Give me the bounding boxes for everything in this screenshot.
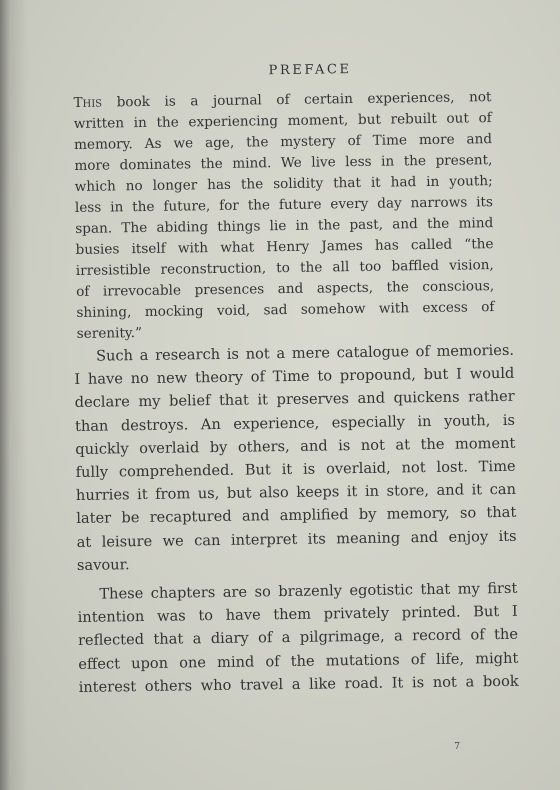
paragraph-1 (73, 87, 494, 345)
page-number: 7 (454, 742, 460, 752)
text-line: savour. (76, 556, 130, 574)
text-line: intention was to have them privately printed. But I (77, 603, 518, 627)
text-line: more dominates the mind. We live less in the present, (74, 152, 493, 174)
text-line: This book is a journal of certain experiences, not (73, 89, 492, 111)
text-line: written in the experiencing moment, but rebuilt out of (73, 110, 492, 132)
text-line: irresistible reconstruction, to the all too baffled vision, (75, 257, 494, 279)
text-line: busies itself with what Henry James has called “the (75, 236, 494, 258)
text-line: Such a research is not a mere catalogue of memories. (95, 341, 515, 365)
text-line: than destroys. An experience, especially in youth, is (74, 411, 516, 435)
text-line: later be recaptured and amplified by memory, so that (76, 504, 517, 528)
text-line: These chapters are so brazenly egotistic that my first (99, 579, 518, 603)
drop-word: This (73, 94, 103, 111)
page-heading: PREFACE (268, 62, 352, 79)
text-line: memory. As we age, the mystery of Time more and (73, 131, 493, 153)
text-line: declare my belief that it preserves and quickens rather (74, 388, 515, 412)
text-line: interest others who travel a like road. It is not a book (78, 672, 519, 696)
text-line: I have no new theory of Time to propound, but I would (74, 365, 515, 389)
text-line: span. The abiding things lie in the past, and the mind (75, 215, 494, 237)
text-line: shining, mocking void, sad somehow with excess of (76, 299, 495, 321)
text-line: quickly overlaid by others, and is not at the moment (75, 434, 516, 458)
text-line: fully comprehended. But it is overlaid, not lost. Time (75, 457, 516, 481)
paragraph-3 (77, 577, 519, 699)
paragraph-2 (74, 339, 517, 577)
text-line: effect upon one mind of the mutations of life, might (78, 649, 519, 673)
text-line: reflected that a diary of a pilgrimage, a record of the (77, 626, 519, 650)
text-line: of irrevocable presences and aspects, the conscious, (76, 278, 495, 300)
text-line: hurries it from us, but also keeps it in store, and it can (75, 481, 517, 505)
text-line: less in the future, for the future every day narrows its (74, 194, 494, 216)
page-content (70, 60, 519, 699)
text-line: serenity.” (76, 325, 143, 342)
text-line: which no longer has the solidity that it had in youth; (74, 173, 493, 195)
text-line: at leisure we can interpret its meaning and enjoy its (76, 527, 517, 551)
